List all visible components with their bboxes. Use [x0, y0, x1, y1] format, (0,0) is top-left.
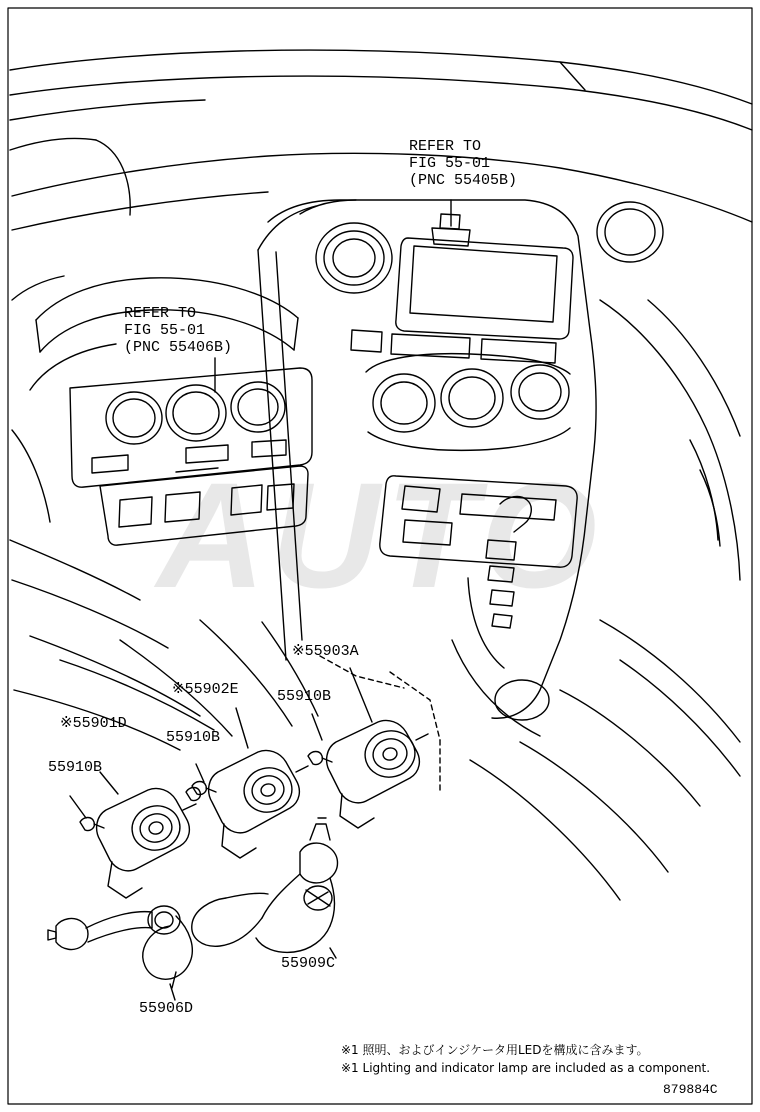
note-japanese: ※1 照明、およびインジケータ用LEDを構成に含みます。	[341, 1043, 649, 1057]
part-label-55902e: ※55902E	[172, 681, 239, 698]
ref-top-line3: (PNC 55405B)	[409, 172, 518, 189]
ref-left-line3: (PNC 55406B)	[124, 339, 233, 356]
part-label-55910b-left: 55910B	[48, 759, 103, 776]
ref-top-line1: REFER TO	[409, 138, 482, 155]
part-label-55910b-top: 55910B	[277, 688, 332, 705]
part-label-55910b-mid: 55910B	[166, 729, 221, 746]
watermark: AUTO	[156, 451, 604, 619]
part-label-55906d: 55906D	[139, 1000, 194, 1017]
ref-left-line1: REFER TO	[124, 305, 197, 322]
ref-top-line2: FIG 55-01	[409, 155, 491, 172]
note-english: ※1 Lighting and indicator lamp are included as a component.	[341, 1061, 711, 1075]
part-label-55903a: ※55903A	[292, 643, 359, 660]
part-label-55901d: ※55901D	[60, 715, 127, 732]
ref-left-line2: FIG 55-01	[124, 322, 206, 339]
figure-code: 879884C	[663, 1082, 718, 1097]
part-label-55909c: 55909C	[281, 955, 336, 972]
